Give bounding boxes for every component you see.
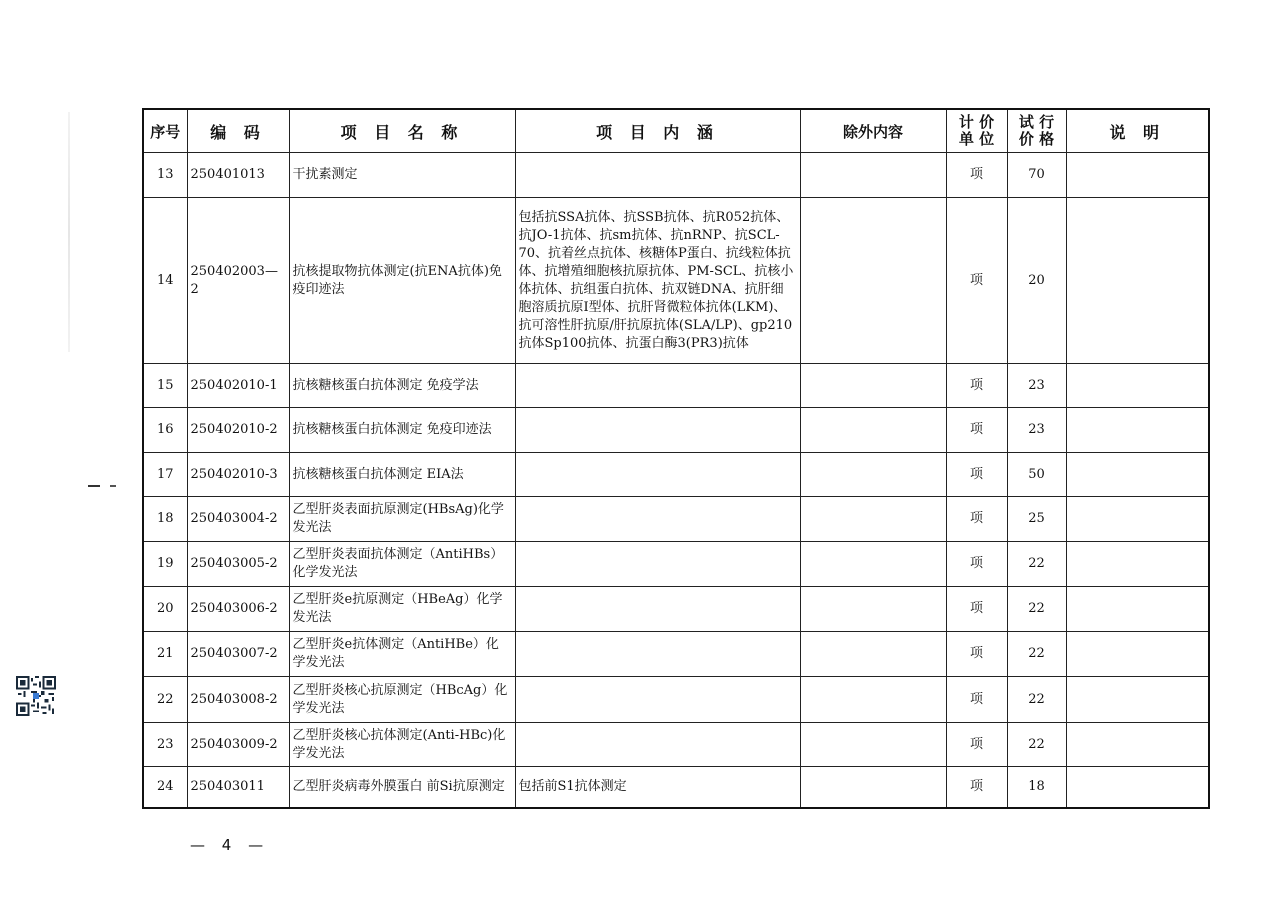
row-price: 18 [1007, 767, 1066, 808]
row-content: 包括抗SSA抗体、抗SSB抗体、抗R052抗体、抗JO-1抗体、抗sm抗体、抗nRNP、抗SCL-70、抗着丝点抗体、核糖体P蛋白、抗线粒体抗体、抗增殖细胞核抗原抗体、PM-SCL、抗核小体抗体、抗组蛋白抗体、抗双链DNA、抗肝细胞溶质抗原Ⅰ型体、抗肝肾微粒体抗体(LKM)、抗可溶性肝抗原/肝抗原抗体(SLA/LP)、gp210抗体Sp100抗体、抗蛋白酶3(PR3)抗体 [515, 198, 800, 364]
row-seq: 15 [143, 364, 187, 408]
row-unit: 项 [946, 497, 1007, 542]
row-seq: 14 [143, 198, 187, 364]
row-name: 乙型肝炎e抗体测定（AntiHBe）化学发光法 [289, 632, 515, 677]
row-note [1066, 767, 1209, 808]
row-seq: 22 [143, 677, 187, 723]
header-name: 项 目 名 称 [289, 109, 515, 153]
row-note [1066, 198, 1209, 364]
row-excluded [800, 497, 946, 542]
row-seq: 21 [143, 632, 187, 677]
row-unit: 项 [946, 587, 1007, 632]
row-content [515, 587, 800, 632]
row-code: 250403005-2 [187, 542, 289, 587]
row-excluded [800, 632, 946, 677]
header-excluded: 除外内容 [800, 109, 946, 153]
row-note [1066, 723, 1209, 767]
row-price: 22 [1007, 723, 1066, 767]
row-code: 250403008-2 [187, 677, 289, 723]
row-code: 250403009-2 [187, 723, 289, 767]
row-name: 乙型肝炎表面抗体测定（AntiHBs）化学发光法 [289, 542, 515, 587]
row-name: 乙型肝炎核心抗原测定（HBcAg）化学发光法 [289, 677, 515, 723]
row-note [1066, 364, 1209, 408]
row-unit: 项 [946, 153, 1007, 198]
row-price: 70 [1007, 153, 1066, 198]
row-price: 22 [1007, 632, 1066, 677]
row-content [515, 408, 800, 453]
row-seq: 24 [143, 767, 187, 808]
row-unit: 项 [946, 198, 1007, 364]
row-unit: 项 [946, 408, 1007, 453]
row-seq: 13 [143, 153, 187, 198]
row-code: 250402010-2 [187, 408, 289, 453]
qr-code-icon [16, 676, 56, 716]
table-header-row [143, 109, 1209, 153]
row-seq: 18 [143, 497, 187, 542]
row-name: 抗核糖核蛋白抗体测定 免疫印迹法 [289, 408, 515, 453]
row-code: 250403004-2 [187, 497, 289, 542]
row-content [515, 364, 800, 408]
table-row [143, 677, 1209, 723]
table-row [143, 453, 1209, 497]
row-unit: 项 [946, 723, 1007, 767]
table-row [143, 198, 1209, 364]
table-row [143, 587, 1209, 632]
header-unit-line1: 计 价 [958, 113, 995, 131]
row-note [1066, 677, 1209, 723]
header-content: 项 目 内 涵 [515, 109, 800, 153]
row-seq: 20 [143, 587, 187, 632]
row-content [515, 723, 800, 767]
row-excluded [800, 542, 946, 587]
row-content [515, 453, 800, 497]
row-content [515, 497, 800, 542]
table-row [143, 767, 1209, 808]
table-row [143, 632, 1209, 677]
row-excluded [800, 723, 946, 767]
page-number: — 4 — [190, 836, 270, 854]
row-code: 250403006-2 [187, 587, 289, 632]
row-note [1066, 408, 1209, 453]
row-excluded [800, 364, 946, 408]
row-price: 22 [1007, 677, 1066, 723]
scan-shadow [68, 112, 70, 352]
row-seq: 19 [143, 542, 187, 587]
header-price-line2: 价 格 [1018, 130, 1055, 148]
row-seq: 16 [143, 408, 187, 453]
row-name: 抗核糖核蛋白抗体测定 EIA法 [289, 453, 515, 497]
header-code: 编 码 [187, 109, 289, 153]
table-row [143, 408, 1209, 453]
row-excluded [800, 677, 946, 723]
row-content [515, 542, 800, 587]
row-excluded [800, 408, 946, 453]
table-row [143, 153, 1209, 198]
row-unit: 项 [946, 767, 1007, 808]
row-name: 乙型肝炎病毒外膜蛋白 前Si抗原测定 [289, 767, 515, 808]
row-unit: 项 [946, 677, 1007, 723]
row-name: 抗核糖核蛋白抗体测定 免疫学法 [289, 364, 515, 408]
row-price: 22 [1007, 587, 1066, 632]
row-code: 250403007-2 [187, 632, 289, 677]
row-content [515, 677, 800, 723]
row-excluded [800, 198, 946, 364]
row-name: 乙型肝炎e抗原测定（HBeAg）化学发光法 [289, 587, 515, 632]
row-name: 乙型肝炎核心抗体测定(Anti-HBc)化学发光法 [289, 723, 515, 767]
row-name: 干扰素测定 [289, 153, 515, 198]
row-unit: 项 [946, 453, 1007, 497]
header-price-line1: 试 行 [1018, 113, 1055, 131]
header-unit-line2: 单 位 [958, 130, 995, 148]
row-excluded [800, 153, 946, 198]
row-note [1066, 497, 1209, 542]
row-price: 50 [1007, 453, 1066, 497]
row-price: 22 [1007, 542, 1066, 587]
row-note [1066, 153, 1209, 198]
row-excluded [800, 453, 946, 497]
row-note [1066, 632, 1209, 677]
row-note [1066, 453, 1209, 497]
row-content [515, 153, 800, 198]
row-seq: 23 [143, 723, 187, 767]
row-seq: 17 [143, 453, 187, 497]
margin-mark [88, 484, 118, 488]
row-note [1066, 542, 1209, 587]
row-note [1066, 587, 1209, 632]
row-code: 250401013 [187, 153, 289, 198]
row-code: 250402003—2 [187, 198, 289, 364]
table-row [143, 723, 1209, 767]
row-code: 250403011 [187, 767, 289, 808]
row-price: 20 [1007, 198, 1066, 364]
table-row [143, 497, 1209, 542]
row-price: 25 [1007, 497, 1066, 542]
row-excluded [800, 587, 946, 632]
price-table [142, 108, 1210, 809]
header-note: 说 明 [1066, 109, 1209, 153]
row-content [515, 632, 800, 677]
header-seq: 序号 [143, 109, 187, 153]
row-price: 23 [1007, 364, 1066, 408]
row-content: 包括前S1抗体测定 [515, 767, 800, 808]
row-code: 250402010-1 [187, 364, 289, 408]
row-name: 抗核提取物抗体测定(抗ENA抗体)免疫印迹法 [289, 198, 515, 364]
row-excluded [800, 767, 946, 808]
header-unit [946, 109, 1007, 153]
row-price: 23 [1007, 408, 1066, 453]
row-code: 250402010-3 [187, 453, 289, 497]
row-unit: 项 [946, 542, 1007, 587]
header-price [1007, 109, 1066, 153]
row-unit: 项 [946, 632, 1007, 677]
table-row [143, 542, 1209, 587]
row-name: 乙型肝炎表面抗原测定(HBsAg)化学发光法 [289, 497, 515, 542]
row-unit: 项 [946, 364, 1007, 408]
table-row [143, 364, 1209, 408]
